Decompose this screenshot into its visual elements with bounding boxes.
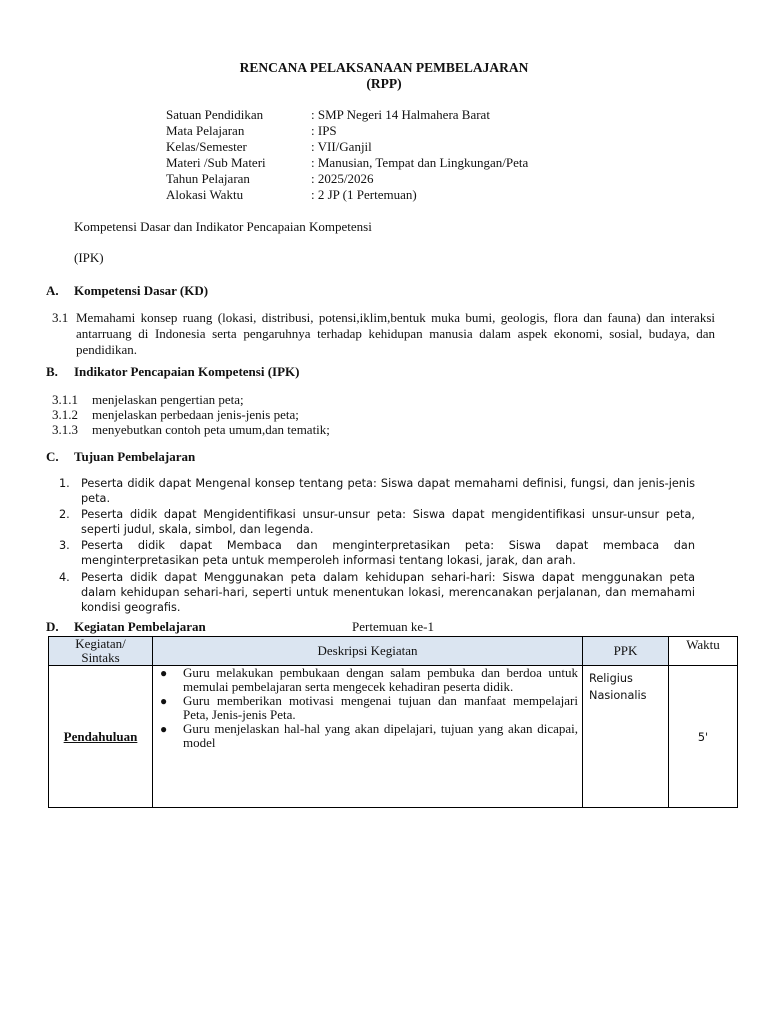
identity-label: Alokasi Waktu xyxy=(166,187,244,202)
tujuan-number: 2. xyxy=(59,508,70,521)
identity-row xyxy=(166,139,372,155)
section-title: Tujuan Pembelajaran xyxy=(74,449,196,464)
ipk-text: menjelaskan perbedaan jenis-jenis peta; xyxy=(92,407,299,422)
activity-text: Guru memberikan motivasi mengenai tujuan dan manfaat mempelajari Peta, Jenis-jenis Peta. xyxy=(183,693,578,722)
identity-label: Materi /Sub Materi xyxy=(166,155,266,170)
cell-deskripsi xyxy=(153,666,583,808)
cell-waktu xyxy=(669,666,738,808)
tujuan-text: Peserta didik dapat Menggunakan peta dalam kehidupan sehari-hari: Siswa dapat menggunakan peta dalam kehidupan sehari-hari, seperti untuk menentukan lokasi, merencanakan perjalanan, dan memahami kondisi geografis. xyxy=(81,571,695,614)
identity-value: : IPS xyxy=(311,123,337,138)
ipk-number: 3.1.1 xyxy=(52,392,78,407)
activity-text: Guru menjelaskan hal-hal yang akan dipelajari, tujuan yang akan dicapai, model xyxy=(183,721,578,750)
tujuan-text: Peserta didik dapat Membaca dan menginterpretasikan peta: Siswa dapat membaca dan menginterpretasikan peta untuk memperoleh informasi tentang lokasi, jarak, dan arah. xyxy=(81,539,695,567)
bullet-icon: ● xyxy=(160,694,168,708)
section-a-heading xyxy=(46,283,208,299)
header-deskripsi xyxy=(153,637,583,666)
bullet-icon: ● xyxy=(160,666,168,680)
section-letter: C. xyxy=(46,449,59,464)
activity-text: Guru melakukan pembukaan dengan salam pembuka dan berdoa untuk memulai pembelajaran serta mengecek kehadiran peserta didik. xyxy=(183,665,578,694)
ipk-text: menyebutkan contoh peta umum,dan tematik; xyxy=(92,422,330,437)
tujuan-text: Peserta didik dapat Mengidentifikasi unsur-unsur peta: Siswa dapat mengidentifikasi unsur-unsur peta, seperti judul, skala, simbol, dan legenda. xyxy=(81,508,695,536)
activity-bullet xyxy=(153,666,582,694)
intro-line: Kompetensi Dasar dan Indikator Pencapaian Kompetensi xyxy=(74,219,372,234)
section-title: Indikator Pencapaian Kompetensi (IPK) xyxy=(74,364,300,379)
meeting-label: Pertemuan ke-1 xyxy=(352,619,434,634)
tujuan-item xyxy=(59,507,695,537)
identity-row xyxy=(166,123,337,139)
table-header-row xyxy=(49,637,738,666)
tujuan-number: 4. xyxy=(59,571,70,584)
ipk-text: menjelaskan pengertian peta; xyxy=(92,392,244,407)
header-deskripsi-label: Deskripsi Kegiatan xyxy=(317,643,418,658)
bullet-icon: ● xyxy=(160,722,168,736)
section-letter: D. xyxy=(46,619,59,634)
identity-row xyxy=(166,171,373,187)
identity-label: Mata Pelajaran xyxy=(166,123,245,138)
section-title: Kompetensi Dasar (KD) xyxy=(74,283,209,298)
cell-ppk xyxy=(583,666,669,808)
cell-kegiatan xyxy=(49,666,153,808)
activity-bullet xyxy=(153,694,582,722)
section-letter: A. xyxy=(46,283,59,298)
section-b-heading xyxy=(46,364,299,380)
header-ppk-label: PPK xyxy=(613,643,638,658)
ipk-number: 3.1.3 xyxy=(52,422,78,437)
identity-row xyxy=(166,107,490,123)
waktu-value: 5' xyxy=(697,730,709,744)
header-ppk xyxy=(583,637,669,666)
document-subtitle: (RPP) xyxy=(366,76,402,91)
section-d-heading xyxy=(46,619,206,635)
tujuan-item xyxy=(59,476,695,506)
identity-value: : Manusian, Tempat dan Lingkungan/Peta xyxy=(311,155,529,170)
header-kegiatan-line1: Kegiatan/ xyxy=(75,636,126,651)
identity-value: : VII/Ganjil xyxy=(311,139,372,154)
document-title: RENCANA PELAKSANAAN PEMBELAJARAN xyxy=(239,60,529,75)
kd-number: 3.1 xyxy=(52,310,69,325)
tujuan-number: 1. xyxy=(59,477,70,490)
identity-value: : 2 JP (1 Pertemuan) xyxy=(311,187,417,202)
identity-value: : SMP Negeri 14 Halmahera Barat xyxy=(311,107,490,122)
ipk-item xyxy=(52,407,299,423)
activity-table xyxy=(48,636,738,808)
tujuan-number: 3. xyxy=(59,539,70,552)
identity-label: Satuan Pendidikan xyxy=(166,107,264,122)
section-title: Kegiatan Pembelajaran xyxy=(74,619,206,634)
ipk-item xyxy=(52,422,330,438)
header-waktu-label: Waktu xyxy=(686,637,720,652)
tujuan-item xyxy=(59,538,695,568)
kd-text: Memahami konsep ruang (lokasi, distribusi, potensi,iklim,bentuk muka bumi, geologis, flora dan fauna) dan interaksi antarruang di Indonesia serta pengaruhnya terhadap kehidupan manusia dalam aspek ekonomi, sosial, budaya, dan pendidikan. xyxy=(76,310,715,357)
intro-ipk: (IPK) xyxy=(74,250,104,265)
ppk-nasionalis: Nasionalis xyxy=(589,689,647,702)
identity-label: Kelas/Semester xyxy=(166,139,247,154)
section-letter: B. xyxy=(46,364,58,379)
ppk-religius: Religius xyxy=(589,672,633,685)
table-row xyxy=(49,666,738,808)
activity-bullet xyxy=(153,722,582,750)
identity-label: Tahun Pelajaran xyxy=(166,171,250,186)
header-kegiatan xyxy=(49,637,153,666)
tujuan-text: Peserta didik dapat Mengenal konsep tentang peta: Siswa dapat memahami definisi, fungsi, dan jenis-jenis peta. xyxy=(81,477,695,505)
identity-row xyxy=(166,187,417,203)
ipk-number: 3.1.2 xyxy=(52,407,78,422)
section-c-heading xyxy=(46,449,195,465)
identity-row xyxy=(166,155,528,171)
ipk-item xyxy=(52,392,244,408)
tujuan-item xyxy=(59,570,695,615)
kegiatan-label: Pendahuluan xyxy=(63,728,138,744)
header-kegiatan-line2: Sintaks xyxy=(81,650,120,665)
header-waktu xyxy=(669,637,738,666)
identity-value: : 2025/2026 xyxy=(311,171,374,186)
